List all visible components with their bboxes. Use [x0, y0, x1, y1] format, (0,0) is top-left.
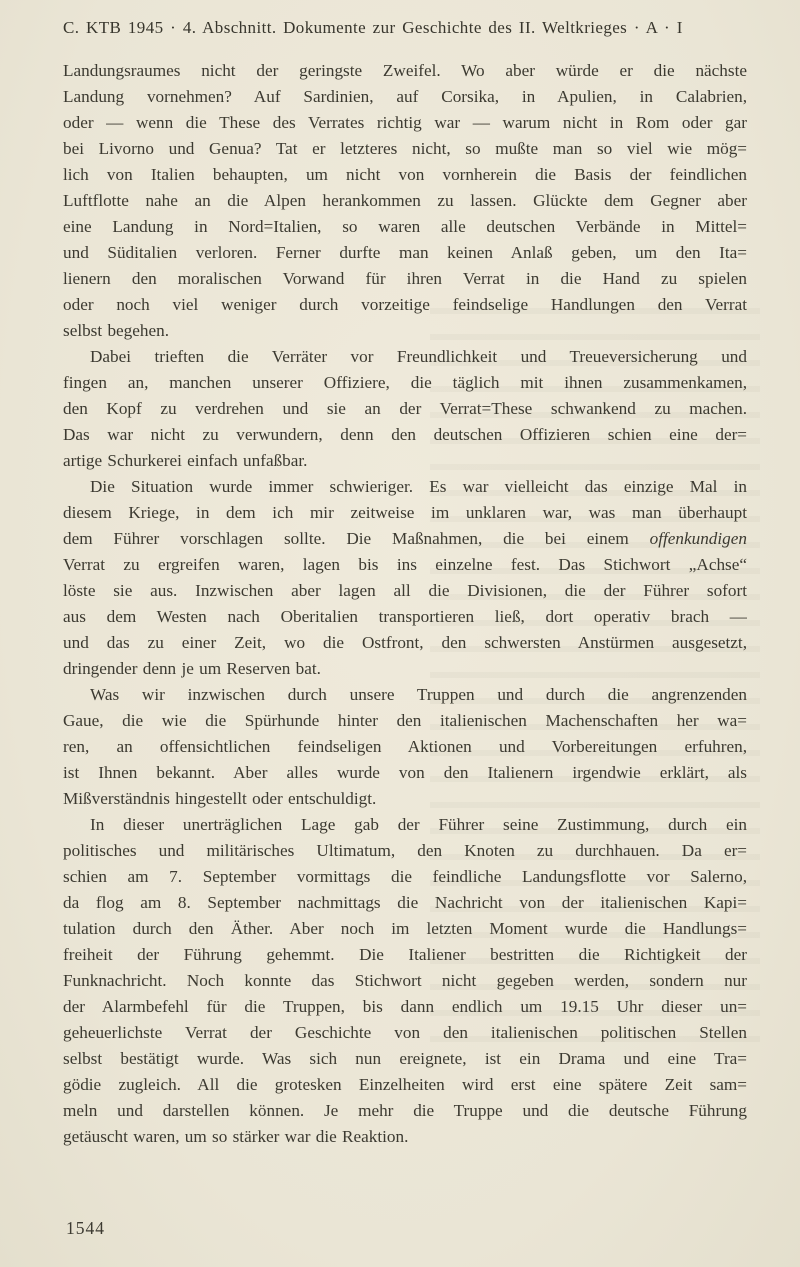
text-line: Verrat zu ergreifen waren, lagen bis ins einzelne fest. Das Stichwort „Achse“: [63, 555, 747, 574]
text-line: und Süditalien verloren. Ferner durfte man keinen Anlaß geben, um den Ita=: [63, 243, 747, 262]
text-line: freiheit der Führung gehemmt. Die Italiener bestritten die Richtigkeit der: [63, 945, 747, 964]
text-line: gödie zugleich. All die grotesken Einzelheiten wird erst eine spätere Zeit sam=: [63, 1075, 747, 1094]
text-line: oder noch viel weniger durch vorzeitige feindselige Handlungen den Verrat: [63, 295, 747, 314]
text-block: [63, 58, 747, 1150]
text-line: da flog am 8. September nachmittags die Nachricht von der italienischen Kapi=: [63, 893, 747, 912]
text-line: ist Ihnen bekannt. Aber alles wurde von den Italienern irgendwie erklärt, als: [63, 763, 747, 782]
running-header: C. KTB 1945 · 4. Abschnitt. Dokumente zur Geschichte des II. Weltkrieges · A · I: [63, 18, 683, 37]
text-line: löste sie aus. Inzwischen aber lagen all die Divisionen, die der Führer sofort: [63, 581, 747, 600]
text-line: Funknachricht. Noch konnte das Stichwort nicht gegeben werden, sondern nur: [63, 971, 747, 990]
text-line: Das war nicht zu verwundern, denn den deutschen Offizieren schien eine der=: [63, 425, 747, 444]
text-line: getäuscht waren, um so stärker war die Reaktion.: [63, 1127, 409, 1146]
text-line: Luftflotte nahe an die Alpen herankommen zu lassen. Glückte dem Gegner aber: [63, 191, 747, 210]
text-line: artige Schurkerei einfach unfaßbar.: [63, 451, 308, 470]
text-line: ren, an offensichtlichen feindseligen Aktionen und Vorbereitungen erfuhren,: [63, 737, 747, 756]
text-line: dringender denn je um Reserven bat.: [63, 659, 321, 678]
text-line: politisches und militärisches Ultimatum, den Knoten zu durchhauen. Da er=: [63, 841, 747, 860]
text-line: selbst bestätigt wurde. Was sich nun ereignete, ist ein Drama und eine Tra=: [63, 1049, 747, 1068]
text-line: Landung vornehmen? Auf Sardinien, auf Corsika, in Apulien, in Calabrien,: [63, 87, 747, 106]
text-line: fingen an, manchen unserer Offiziere, die täglich mit ihnen zusammenkamen,: [63, 373, 747, 392]
text-line: Landungsraumes nicht der geringste Zweifel. Wo aber würde er die nächste: [63, 61, 747, 80]
text-line: bei Livorno und Genua? Tat er letzteres nicht, so mußte man so viel wie mög=: [63, 139, 747, 158]
page-number: 1544: [66, 1218, 105, 1238]
text-line: geheuerlichste Verrat der Geschichte von den italienischen politischen Stellen: [63, 1023, 747, 1042]
text-line: dem Führer vorschlagen sollte. Die Maßnahmen, die bei einem offenkundigen: [63, 529, 747, 548]
text-line: aus dem Westen nach Oberitalien transportieren ließ, dort operativ brach —: [63, 607, 747, 626]
text-line: oder — wenn die These des Verrates richtig war — warum nicht in Rom oder gar: [63, 113, 747, 132]
text-line: lich von Italien behaupten, um nicht von vornherein die Basis der feindlichen: [63, 165, 747, 184]
text-line: Was wir inzwischen durch unsere Truppen und durch die angrenzenden: [90, 685, 747, 704]
text-line: Die Situation wurde immer schwieriger. Es war vielleicht das einzige Mal in: [90, 477, 747, 496]
text-line: In dieser unerträglichen Lage gab der Führer seine Zustimmung, durch ein: [90, 815, 747, 834]
text-line: selbst begehen.: [63, 321, 170, 340]
text-line: den Kopf zu verdrehen und sie an der Verrat=These schwankend zu machen.: [63, 399, 747, 418]
text-line: schien am 7. September vormittags die feindliche Landungsflotte vor Salerno,: [63, 867, 747, 886]
text-line: Gaue, die wie die Spürhunde hinter den italienischen Machenschaften her wa=: [63, 711, 747, 730]
text-line: tulation durch den Äther. Aber noch im letzten Moment wurde die Handlungs=: [63, 919, 747, 938]
text-line: Mißverständnis hingestellt oder entschuldigt.: [63, 789, 377, 808]
text-line: diesem Kriege, in dem ich mir zeitweise im unklaren war, was man überhaupt: [63, 503, 747, 522]
text-line: eine Landung in Nord=Italien, so waren alle deutschen Verbände in Mittel=: [63, 217, 747, 236]
text-line: meln und darstellen können. Je mehr die Truppe und die deutsche Führung: [63, 1101, 747, 1120]
text-line: der Alarmbefehl für die Truppen, bis dann endlich um 19.15 Uhr dieser un=: [63, 997, 747, 1016]
text-line: Dabei trieften die Verräter vor Freundlichkeit und Treueversicherung und: [90, 347, 747, 366]
text-line: lienern den moralischen Vorwand für ihren Verrat in die Hand zu spielen: [63, 269, 747, 288]
text-line: und das zu einer Zeit, wo die Ostfront, den schwersten Anstürmen ausgesetzt,: [63, 633, 747, 652]
